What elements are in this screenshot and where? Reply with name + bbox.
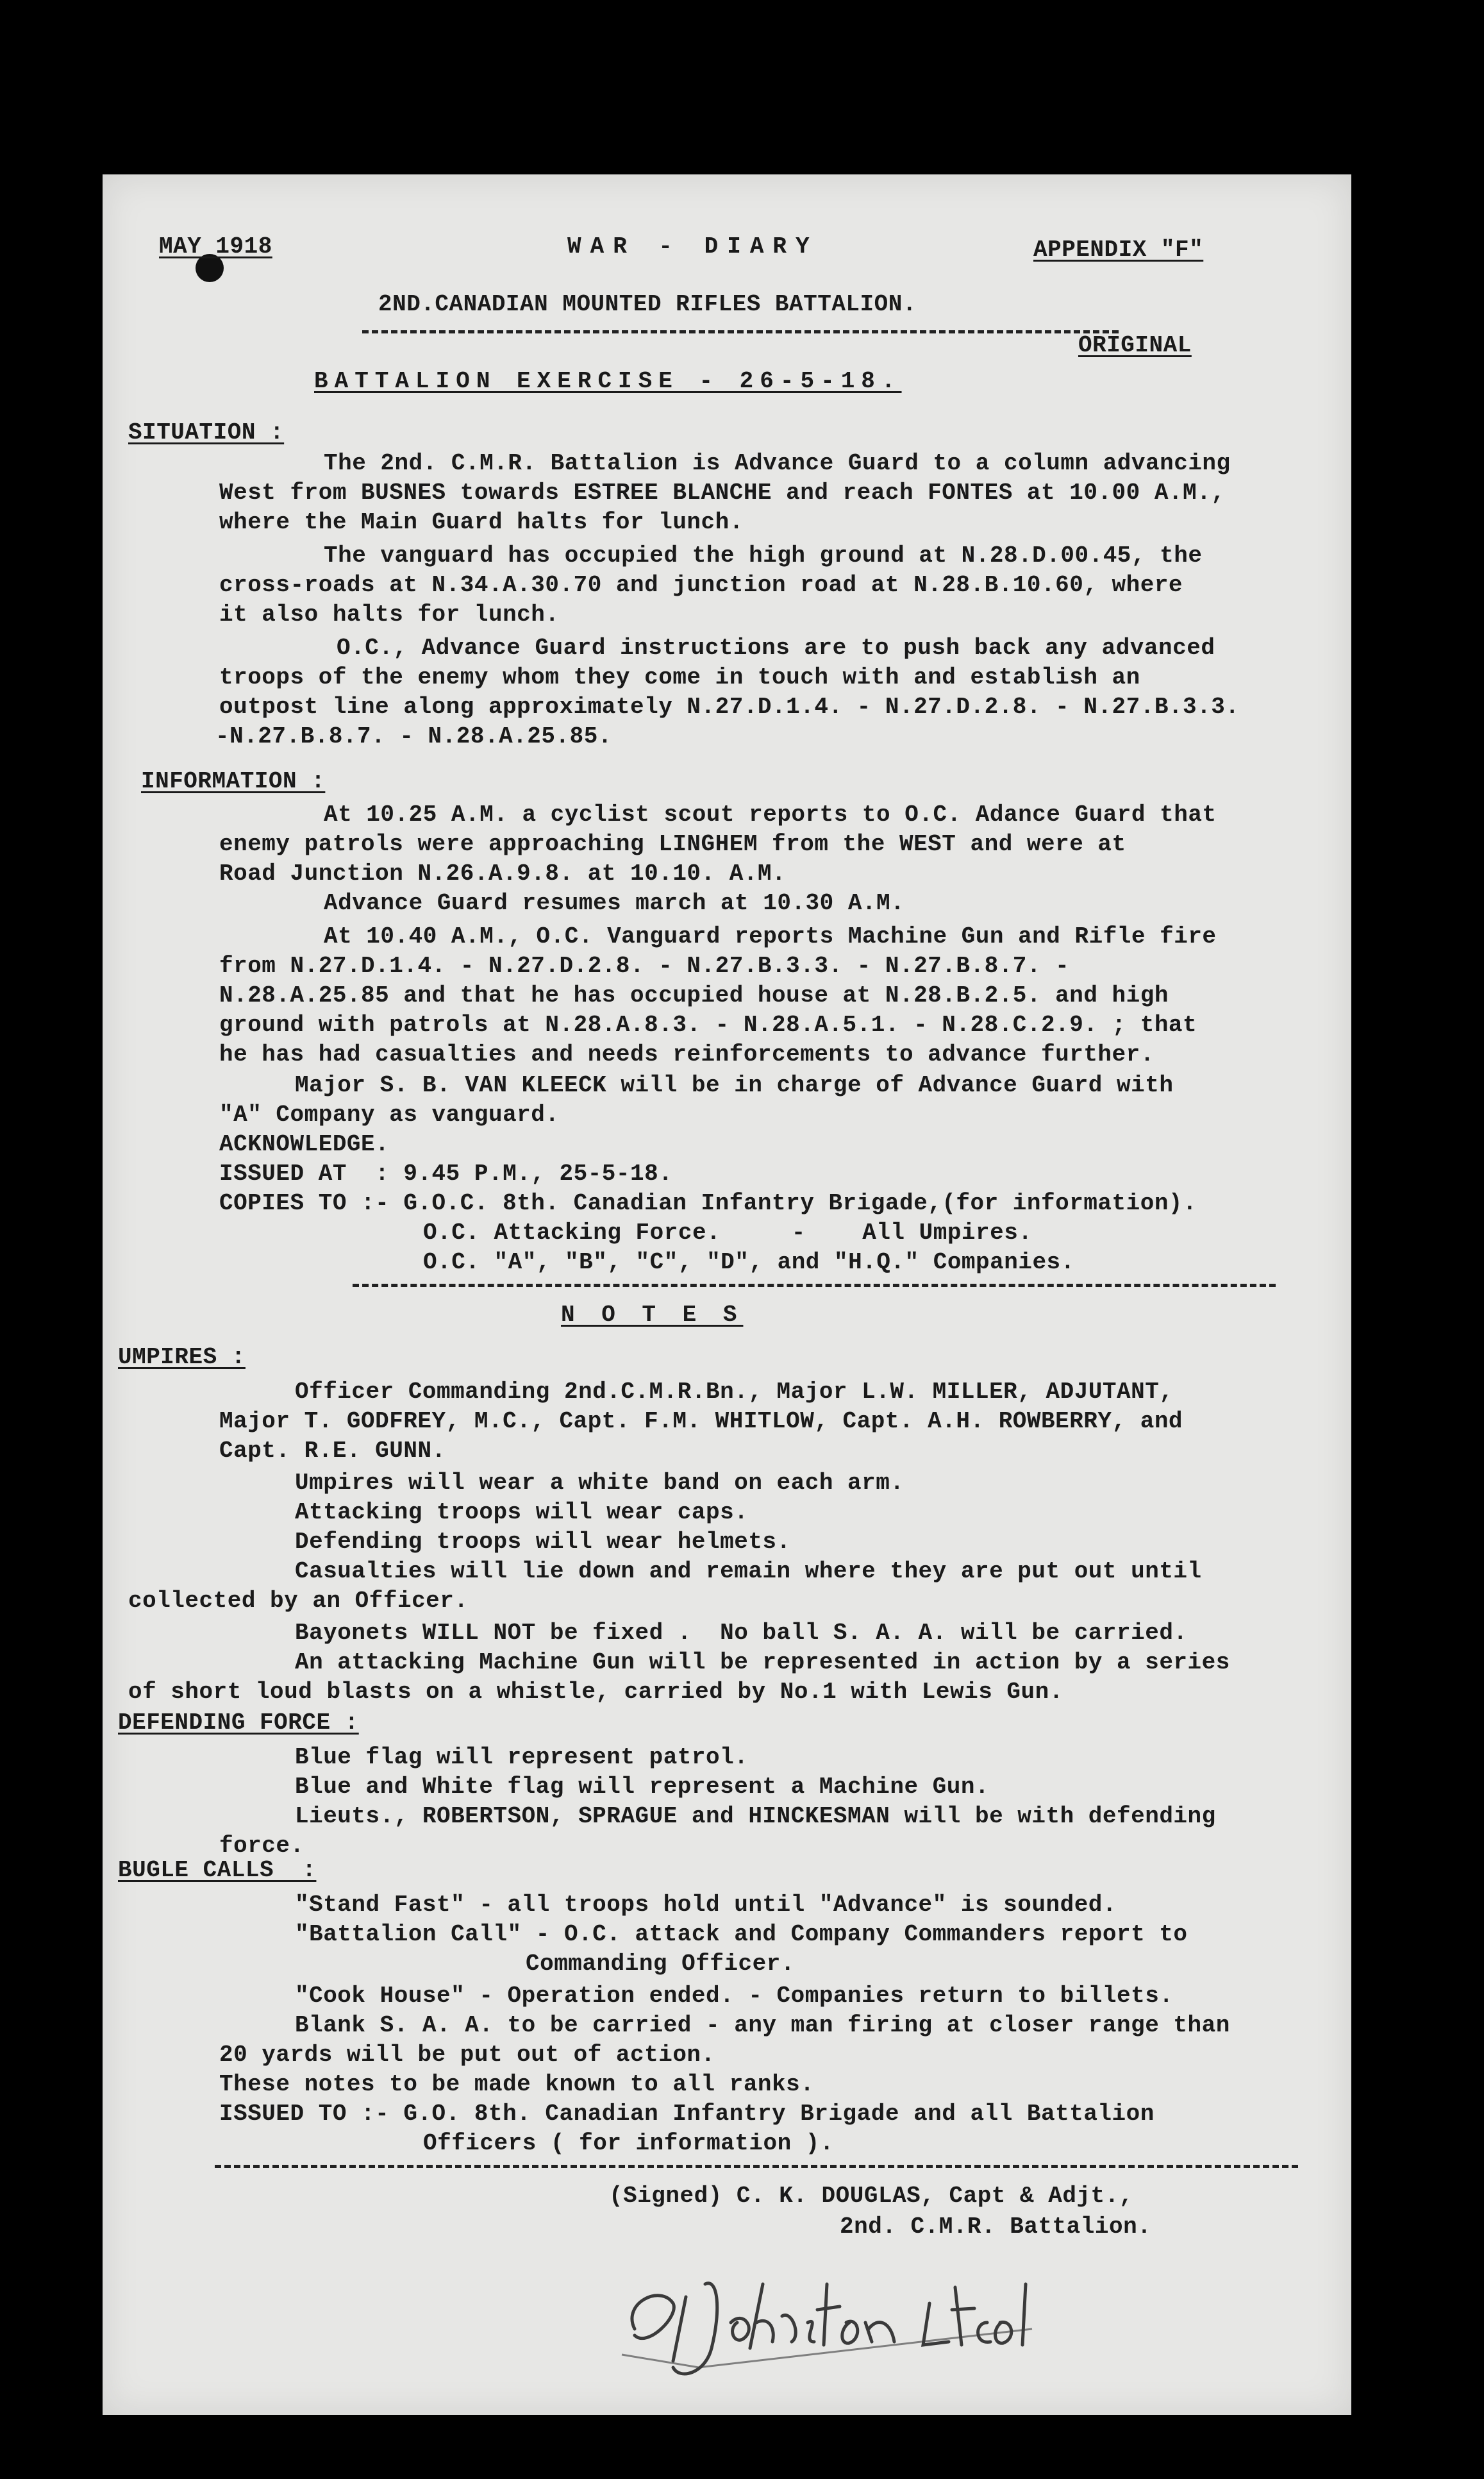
unit-title: 2ND.CANADIAN MOUNTED RIFLES BATTALION. bbox=[378, 291, 917, 317]
information-line: O.C. Attacking Force. - All Umpires. bbox=[423, 1220, 1033, 1246]
umpires-line: Casualties will lie down and remain where they are put out until bbox=[295, 1558, 1202, 1584]
information-line: Road Junction N.26.A.9.8. at 10.10. A.M. bbox=[219, 861, 787, 887]
signature-text: G.L. Johnston Lt Col bbox=[609, 2226, 617, 2227]
information-line: At 10.25 A.M. a cyclist scout reports to O.C. Adance Guard that bbox=[324, 802, 1217, 828]
bottom-rule bbox=[215, 2165, 1298, 2168]
information-line: ground with patrols at N.28.A.8.3. - N.28.A.5.1. - N.28.C.2.9. ; that bbox=[219, 1012, 1197, 1038]
bugle-line: "Battalion Call" - O.C. attack and Company Commanders report to bbox=[295, 1921, 1188, 1947]
umpires-line: Officer Commanding 2nd.C.M.R.Bn., Major L.W. MILLER, ADJUTANT, bbox=[295, 1379, 1174, 1405]
defending-line: Blue and White flag will represent a Machine Gun. bbox=[295, 1774, 990, 1800]
situation-heading: SITUATION : bbox=[128, 419, 285, 446]
bugle-line: ISSUED TO :- G.O. 8th. Canadian Infantry Brigade and all Battalion bbox=[219, 2101, 1155, 2127]
notes-heading: N O T E S bbox=[561, 1302, 744, 1328]
information-line: O.C. "A", "B", "C", "D", and "H.Q." Companies. bbox=[423, 1249, 1075, 1275]
information-heading: INFORMATION : bbox=[141, 768, 326, 794]
original-stamp: ORIGINAL bbox=[1078, 332, 1192, 358]
document-page bbox=[103, 174, 1351, 2415]
situation-line: The 2nd. C.M.R. Battalion is Advance Guard to a column advancing bbox=[324, 450, 1231, 476]
umpires-line: Capt. R.E. GUNN. bbox=[219, 1438, 446, 1464]
umpires-line: Major T. GODFREY, M.C., Capt. F.M. WHITLOW, Capt. A.H. ROWBERRY, and bbox=[219, 1408, 1183, 1434]
handwritten-signature bbox=[609, 2226, 1058, 2393]
defending-line: Lieuts., ROBERTSON, SPRAGUE and HINCKESMAN will be with defending bbox=[295, 1803, 1216, 1829]
appendix-label: APPENDIX "F" bbox=[1033, 237, 1204, 263]
bugle-line: "Cook House" - Operation ended. - Companies return to billets. bbox=[295, 1983, 1174, 2009]
umpires-line: Umpires will wear a white band on each arm. bbox=[295, 1470, 905, 1496]
diary-date: MAY 1918 bbox=[159, 233, 272, 260]
situation-line: where the Main Guard halts for lunch. bbox=[219, 509, 744, 535]
situation-line: it also halts for lunch. bbox=[219, 601, 560, 628]
information-line: Advance Guard resumes march at 10.30 A.M. bbox=[324, 890, 905, 916]
defending-line: Blue flag will represent patrol. bbox=[295, 1744, 749, 1770]
defending-heading: DEFENDING FORCE : bbox=[118, 1710, 359, 1736]
information-line: N.28.A.25.85 and that he has occupied house at N.28.B.2.5. and high bbox=[219, 982, 1169, 1009]
umpires-line: of short loud blasts on a whistle, carried by No.1 with Lewis Gun. bbox=[128, 1679, 1063, 1705]
information-line: from N.27.D.1.4. - N.27.D.2.8. - N.27.B.3.3. - N.27.B.8.7. - bbox=[219, 953, 1070, 979]
situation-line: -N.27.B.8.7. - N.28.A.25.85. bbox=[215, 723, 612, 750]
situation-line: West from BUSNES towards ESTREE BLANCHE and reach FONTES at 10.00 A.M., bbox=[219, 480, 1226, 506]
bugle-line: "Stand Fast" - all troops hold until "Advance" is sounded. bbox=[295, 1892, 1117, 1918]
signed-unit: 2nd. C.M.R. Battalion. bbox=[840, 2214, 1152, 2240]
bugle-line: Officers ( for information ). bbox=[423, 2130, 835, 2156]
bugle-line: 20 yards will be put out of action. bbox=[219, 2042, 715, 2068]
exercise-title: BATTALION EXERCISE - 26-5-18. bbox=[314, 368, 902, 394]
information-line: Major S. B. VAN KLEECK will be in charge of Advance Guard with bbox=[295, 1072, 1174, 1098]
signed-line: (Signed) C. K. DOUGLAS, Capt & Adjt., bbox=[609, 2183, 1133, 2209]
umpires-line: Defending troops will wear helmets. bbox=[295, 1529, 791, 1555]
situation-line: O.C., Advance Guard instructions are to push back any advanced bbox=[337, 635, 1215, 661]
information-line: At 10.40 A.M., O.C. Vanguard reports Machine Gun and Rifle fire bbox=[324, 923, 1217, 950]
information-line: enemy patrols were approaching LINGHEM from the WEST and were at bbox=[219, 831, 1126, 857]
information-rule bbox=[353, 1284, 1276, 1287]
situation-line: The vanguard has occupied the high ground at N.28.D.00.45, the bbox=[324, 542, 1203, 569]
unit-title-rule bbox=[362, 330, 1119, 333]
bugle-line: Blank S. A. A. to be carried - any man firing at closer range than bbox=[295, 2012, 1230, 2038]
umpires-line: Attacking troops will wear caps. bbox=[295, 1499, 749, 1525]
information-line: "A" Company as vanguard. bbox=[219, 1102, 560, 1128]
bugle-line: Commanding Officer. bbox=[526, 1951, 795, 1977]
umpires-heading: UMPIRES : bbox=[118, 1344, 246, 1370]
diary-title: WAR - DIARY bbox=[567, 233, 819, 260]
situation-line: troops of the enemy whom they come in touch with and establish an bbox=[219, 664, 1140, 691]
bugle-heading: BUGLE CALLS : bbox=[118, 1857, 317, 1883]
information-line: he has had casualties and needs reinforcements to advance further. bbox=[219, 1041, 1155, 1068]
umpires-line: collected by an Officer. bbox=[128, 1588, 469, 1614]
information-line: ISSUED AT : 9.45 P.M., 25-5-18. bbox=[219, 1161, 673, 1187]
umpires-line: Bayonets WILL NOT be fixed . No ball S. A. A. will be carried. bbox=[295, 1620, 1188, 1646]
situation-line: outpost line along approximately N.27.D.1.4. - N.27.D.2.8. - N.27.B.3.3. bbox=[219, 694, 1240, 720]
defending-line: force. bbox=[219, 1833, 304, 1859]
umpires-line: An attacking Machine Gun will be represented in action by a series bbox=[295, 1649, 1230, 1676]
information-line: COPIES TO :- G.O.C. 8th. Canadian Infantry Brigade,(for information). bbox=[219, 1190, 1197, 1216]
information-line: ACKNOWLEDGE. bbox=[219, 1131, 390, 1157]
situation-line: cross-roads at N.34.A.30.70 and junction road at N.28.B.10.60, where bbox=[219, 572, 1183, 598]
bugle-line: These notes to be made known to all ranks. bbox=[219, 2071, 815, 2097]
